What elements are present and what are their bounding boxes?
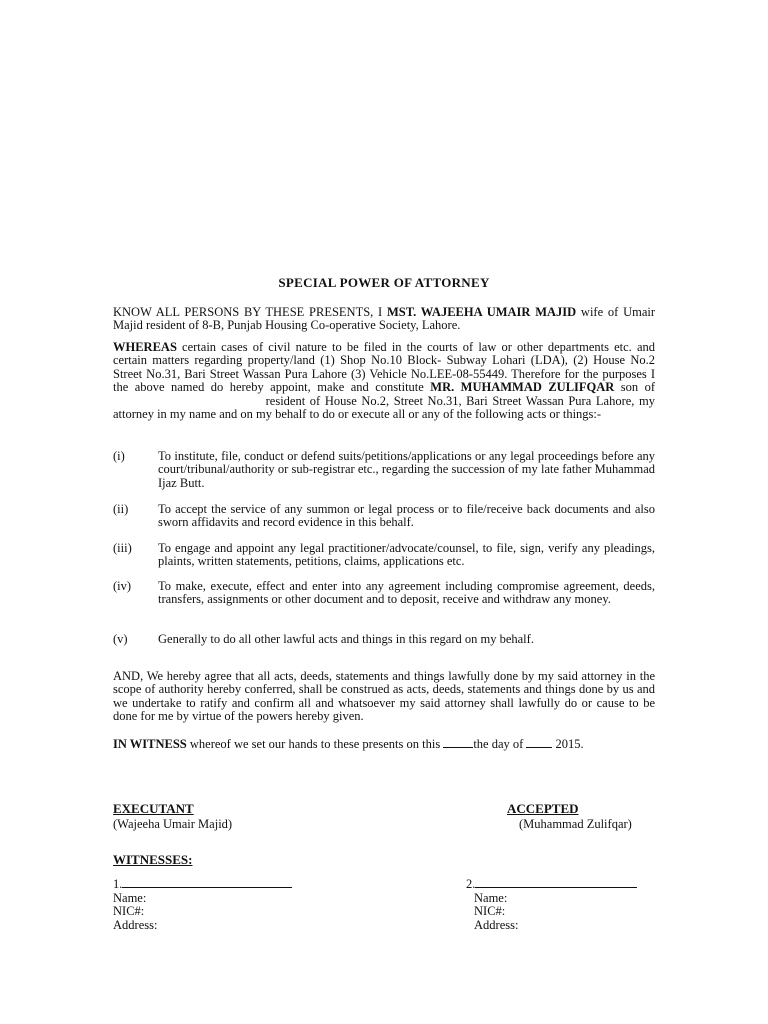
whereas-paragraph	[113, 341, 655, 421]
list-item-text: Generally to do all other lawful acts and things in this regard on my behalf.	[158, 632, 534, 646]
accepted-label: ACCEPTED	[507, 801, 579, 816]
intro-lead: KNOW ALL PERSONS BY THESE PRESENTS, I	[113, 305, 387, 319]
list-item-number: (v)	[113, 632, 128, 646]
witness-text-2: the day of	[473, 737, 527, 751]
attorney-name: MR. MUHAMMAD ZULIFQAR	[430, 380, 615, 395]
executant-label: EXECUTANT	[113, 801, 194, 816]
witnesses-heading: WITNESSES:	[113, 852, 193, 867]
witness-2-nic-label: NIC#:	[474, 904, 506, 919]
blank-month	[526, 737, 552, 748]
witness-2-address-label: Address:	[474, 917, 519, 932]
list-item-number: (i)	[113, 449, 125, 463]
whereas-label: WHEREAS	[113, 340, 177, 354]
agreement-paragraph: AND, We hereby agree that all acts, deeds, statements and things lawfully done by my said attorney in the scope of authority hereby conferred, shall be construed as acts, deeds, statements and things done by us and we undertake to ratify and confirm all and whatsoever my said attorney shall lawfully do or cause to be done for me by virtue of the powers hereby given.	[113, 669, 655, 724]
witness-1-nic-label: NIC#:	[113, 904, 145, 919]
accepted-name: (Muhammad Zulifqar)	[519, 817, 632, 831]
witness-1-signature-line	[122, 877, 292, 888]
witness-paragraph	[113, 737, 655, 751]
document-title: SPECIAL POWER OF ATTORNEY	[278, 275, 490, 290]
witness-2-number: 2.	[466, 877, 476, 891]
intro-paragraph	[113, 306, 655, 333]
witness-text-1: whereof we set our hands to these presents on this	[186, 737, 444, 751]
witness-1-name-label: Name:	[113, 890, 147, 905]
list-item-number: (iii)	[113, 541, 132, 555]
list-item-text: To make, execute, effect and enter into any agreement including compromise agreement, deeds, transfers, assignments or other document and to deposit, receive and withdraw any money.	[158, 579, 655, 607]
executant-name: (Wajeeha Umair Majid)	[113, 817, 233, 831]
witness-2-name-label: Name:	[474, 890, 508, 905]
list-item-number: (iv)	[113, 579, 132, 593]
witness-1-block	[113, 877, 313, 932]
witness-text-3: 2015.	[552, 737, 584, 751]
list-item-text: To institute, file, conduct or defend suits/petitions/applications or any legal proceedings before any court/tribunal/authority or sub-registrar etc., regarding the succession of my late father Muhammad Ijaz Butt.	[158, 449, 655, 490]
witness-1-address-label: Address:	[113, 917, 158, 932]
list-item-number: (ii)	[113, 502, 129, 516]
witness-1-number: 1.	[113, 877, 123, 891]
witness-2-block	[466, 877, 666, 932]
whereas-text-2: son of	[614, 380, 655, 395]
principal-name: MST. WAJEEHA UMAIR MAJID	[386, 305, 577, 319]
witness-2-signature-line	[475, 877, 637, 888]
in-witness-label: IN WITNESS	[113, 737, 187, 751]
list-item-text: To engage and appoint any legal practitioner/advocate/counsel, to file, sign, verify any pleadings, plaints, written statements, petitions, claims, applications etc.	[158, 541, 655, 569]
blank-day	[443, 737, 473, 748]
intro-rest: wife of Umair Majid resident of 8-B, Punjab Housing Co-operative Society, Lahore.	[113, 305, 656, 333]
whereas-text-3: resident of House No.2, Street No.31, Bari Street Wassan Pura Lahore, my attorney in my name and on my behalf to do or execute all or any of the following acts or things:-	[113, 393, 655, 422]
whereas-text-1: certain cases of civil nature to be filed in the courts of law or other departments etc. and certain matters regarding property/land (1) Shop No.10 Block- Subway Lohari (LDA), (2) House No.2 Street No.31, Bari Street Wassan Pura Lahore (3) Vehicle No.LEE-08-55449. Therefore for the purposes I the above named do hereby appoint, make and constitute	[113, 340, 655, 395]
list-item-text: To accept the service of any summon or legal process or to file/receive back documents and also sworn affidavits and record evidence in this behalf.	[158, 502, 655, 530]
